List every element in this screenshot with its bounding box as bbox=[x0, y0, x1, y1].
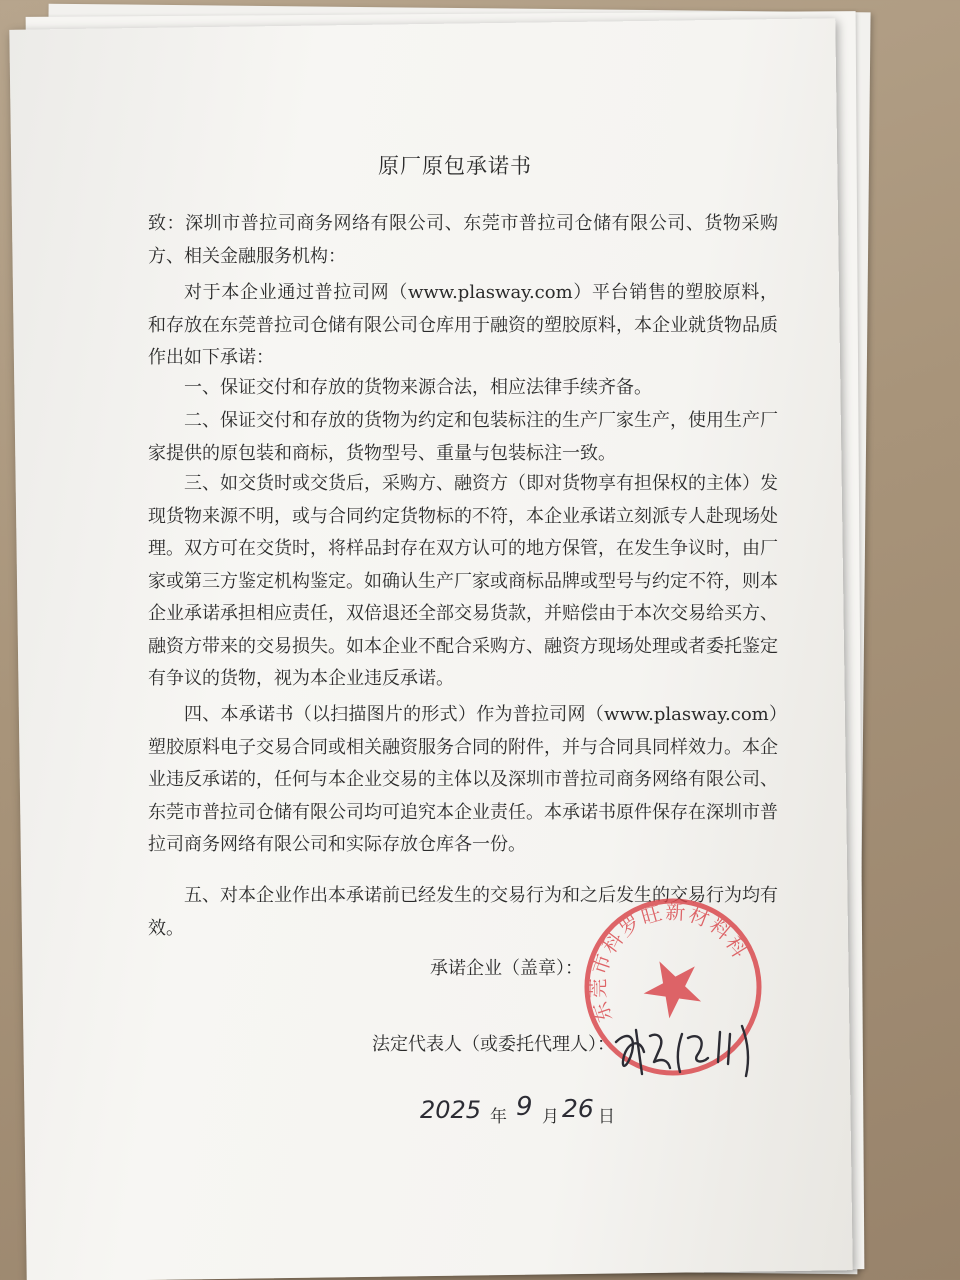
date-month-unit: 月 bbox=[542, 1107, 559, 1127]
date-year: 2025 bbox=[420, 1096, 482, 1124]
clause-3: 三、如交货时或交货后，采购方、融资方（即对货物享有担保权的主体）发现货物来源不明，或与合同约定货物标的不符，本企业承诺立刻派专人赴现场处理。双方可在交货时，将样品封存在双方认可的地方保管，在发生争议时，由厂家或第三方鉴定机构鉴定。如确认生产厂家或商标品牌或型号与约定不符，则本企业承诺承担相应责任，双倍退还全部交易货款，并赔偿由于本次交易给买方、融资方带来的交易损失。如本企业不配合采购方、融资方现场处理或者委托鉴定有争议的货物，视为本企业违反承诺。 bbox=[148, 473, 778, 689]
clause-4: 四、本承诺书（以扫描图片的形式）作为普拉司网（www.plasway.com）塑胶原料电子交易合同或相关融资服务合同的附件，并与合同具同样效力。本企业违反承诺的，任何与本企业交易的主体以及深圳市普拉司商务网络有限公司、东莞市普拉司仓储有限公司均可追究本企业责任。本承诺书原件保存在深圳市普拉司商务网络有限公司和实际存放仓库各一份。 bbox=[148, 704, 778, 855]
stamp-text: 东莞市科罗旺新材料科技有限公司 bbox=[585, 899, 753, 1026]
company-seal-label: 承诺企业（盖章）： bbox=[430, 958, 583, 979]
clause-1: 一、保证交付和存放的货物来源合法，相应法律手续齐备。 bbox=[184, 377, 652, 398]
clause-2: 二、保证交付和存放的货物为约定和包装标注的生产厂家生产，使用生产厂家提供的原包装和商标，货物型号、重量与包装标注一致。 bbox=[148, 410, 778, 464]
signing-date bbox=[420, 1092, 640, 1142]
clause-5: 五、对本企业作出本承诺前已经发生的交易行为和之后发生的交易行为均有效。 bbox=[148, 885, 778, 939]
date-day-unit: 日 bbox=[598, 1107, 615, 1127]
page-title: 原厂原包承诺书 bbox=[378, 154, 532, 178]
date-day: 26 bbox=[562, 1094, 594, 1123]
representative-label: 法定代表人（或委托代理人）： bbox=[372, 1034, 615, 1055]
date-month: 9 bbox=[516, 1092, 533, 1122]
date-year-unit: 年 bbox=[490, 1107, 507, 1127]
intro-paragraph: 对于本企业通过普拉司网（www.plasway.com）平台销售的塑胶原料，和存放在东莞普拉司仓储有限公司仓库用于融资的塑胶原料，本企业就货物品质作出如下承诺： bbox=[148, 282, 778, 368]
handwritten-signature bbox=[606, 1012, 776, 1082]
recipient-line: 致：深圳市普拉司商务网络有限公司、东莞市普拉司仓储有限公司、货物采购方、相关金融服务机构： bbox=[148, 213, 778, 267]
